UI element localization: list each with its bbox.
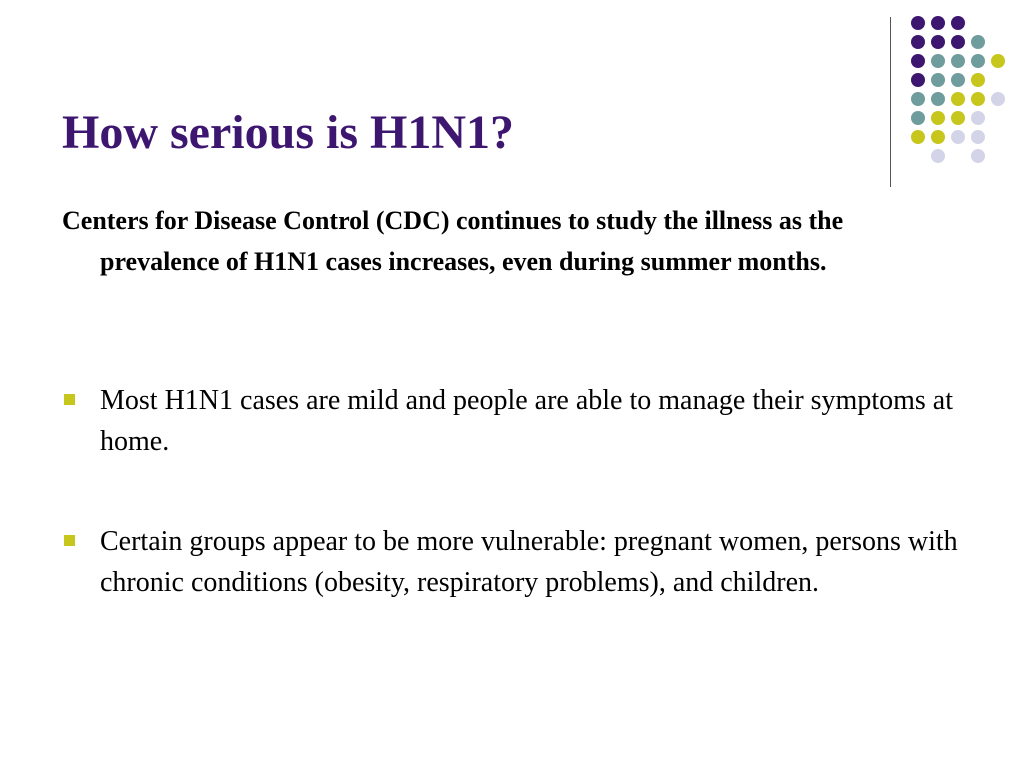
lead-paragraph: Centers for Disease Control (CDC) continues to study the illness as the prevalence of H1N1 cases increases, even during summer months. bbox=[62, 206, 844, 276]
decorative-dot bbox=[971, 54, 985, 68]
decorative-dot bbox=[931, 35, 945, 49]
decorative-dot bbox=[931, 111, 945, 125]
bullet-list bbox=[62, 380, 962, 662]
square-bullet-icon bbox=[64, 535, 75, 546]
decorative-dot-grid bbox=[0, 0, 1024, 200]
decorative-dot bbox=[931, 16, 945, 30]
decorative-dot bbox=[911, 130, 925, 144]
decorative-dot bbox=[911, 111, 925, 125]
decorative-dot bbox=[911, 35, 925, 49]
decorative-dot bbox=[911, 92, 925, 106]
decorative-dot bbox=[911, 73, 925, 87]
bullet-text: Certain groups appear to be more vulnerable: pregnant women, persons with chronic conditions (obesity, respiratory problems), and children. bbox=[100, 526, 958, 598]
decorative-dot bbox=[931, 130, 945, 144]
decorative-dot bbox=[991, 92, 1005, 106]
bullet-item bbox=[62, 521, 962, 603]
decorative-dot bbox=[911, 54, 925, 68]
vertical-divider bbox=[890, 17, 891, 187]
decorative-dot bbox=[931, 149, 945, 163]
decorative-dot bbox=[971, 92, 985, 106]
decorative-dot bbox=[971, 73, 985, 87]
square-bullet-icon bbox=[64, 394, 75, 405]
decorative-dot bbox=[951, 111, 965, 125]
decorative-dot bbox=[991, 54, 1005, 68]
bullet-item bbox=[62, 380, 962, 462]
decorative-dot bbox=[951, 73, 965, 87]
decorative-dot bbox=[951, 16, 965, 30]
decorative-dot bbox=[931, 54, 945, 68]
decorative-dot bbox=[971, 130, 985, 144]
decorative-dot bbox=[951, 35, 965, 49]
decorative-dot bbox=[931, 92, 945, 106]
decorative-dot bbox=[931, 73, 945, 87]
slide-title: How serious is H1N1? bbox=[62, 106, 515, 159]
decorative-dot bbox=[951, 130, 965, 144]
decorative-dot bbox=[971, 111, 985, 125]
bullet-text: Most H1N1 cases are mild and people are able to manage their symptoms at home. bbox=[100, 385, 953, 457]
decorative-dot bbox=[951, 54, 965, 68]
decorative-dot bbox=[951, 92, 965, 106]
decorative-dot bbox=[971, 35, 985, 49]
decorative-dot bbox=[911, 16, 925, 30]
decorative-dot bbox=[971, 149, 985, 163]
